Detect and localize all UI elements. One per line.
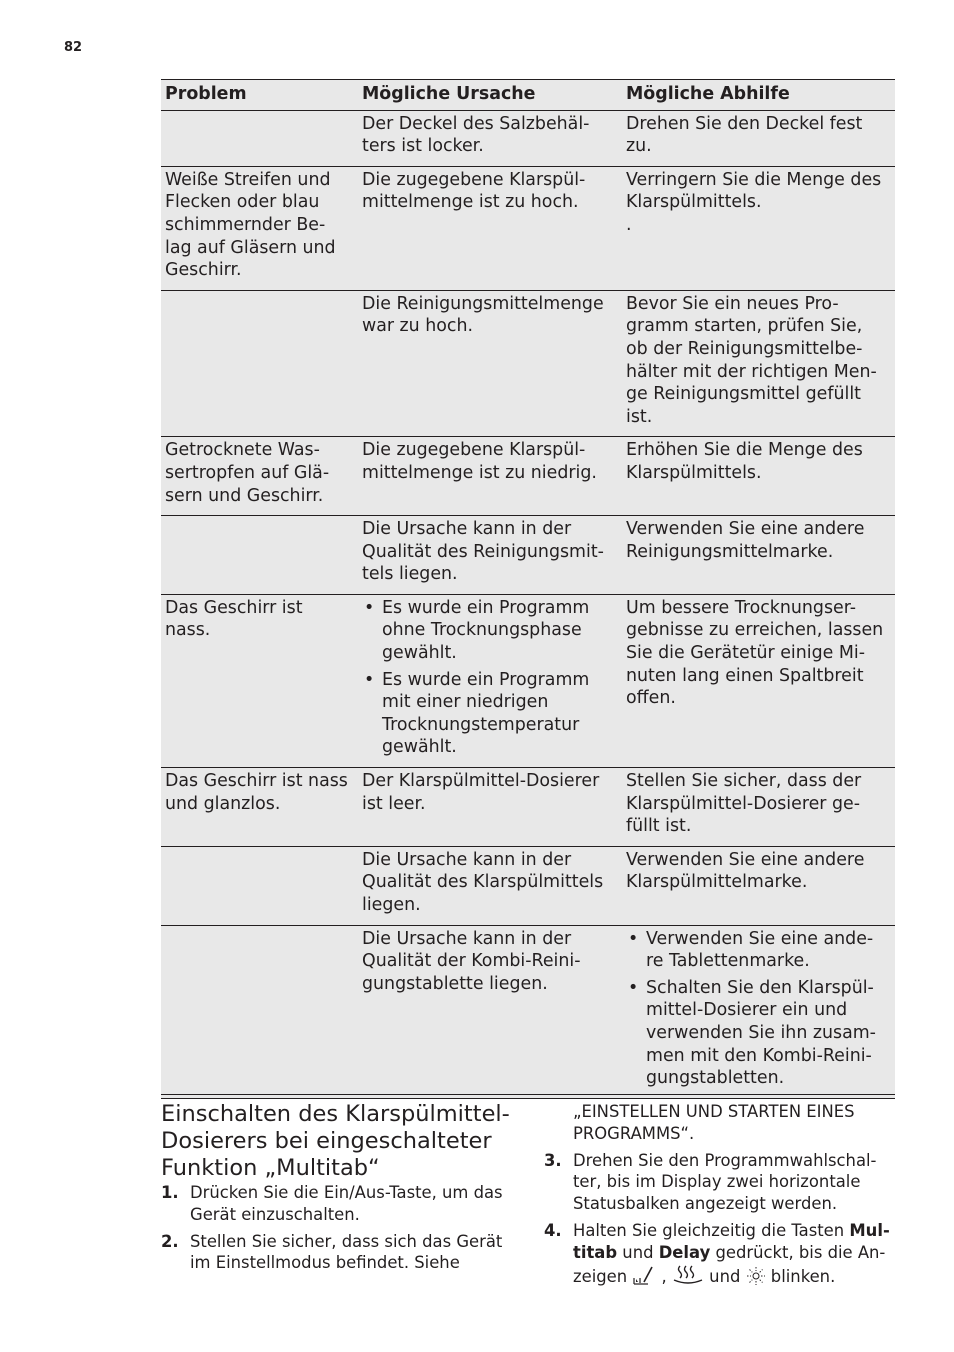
cell-abhilfe: Drehen Sie den Deckel fest zu.: [622, 110, 895, 166]
list-item: • Schalten Sie den Klarspül-mittel-Dosierer ein und verwenden Sie ihn zusam-men mit den Kombi-Reini-gungstabletten.: [626, 977, 887, 1090]
cell-problem: [161, 846, 358, 925]
cell-ursache: Der Klarspülmittel-Dosierer ist leer.: [358, 768, 622, 847]
step-2-continuation: „EINSTELLEN UND STARTEN EINES PROGRAMMS“.: [573, 1102, 855, 1143]
section-left-column: [161, 1095, 521, 1279]
table-row: [161, 166, 895, 290]
cell-ursache: Die zugegebene Klarspül-mittelmenge ist zu hoch.: [358, 166, 622, 290]
cell-ursache: Die Ursache kann in der Qualität der Kombi-Reini-gungstablette liegen.: [358, 925, 622, 1098]
step-number: 4.: [544, 1220, 562, 1240]
page-number: 82: [64, 40, 83, 55]
step-text: Drehen Sie den Programmwahlschal-ter, bis im Display zwei horizontale Statusbalken angezeigt werden.: [573, 1150, 877, 1214]
header-abhilfe: Mögliche Abhilfe: [622, 80, 895, 111]
cell-ursache: [358, 594, 622, 767]
list-item: • Verwenden Sie eine ande-re Tablettenmarke.: [626, 928, 887, 973]
section-right-column: [544, 1095, 895, 1296]
step-text: Stellen Sie sicher, dass sich das Gerät im Einstellmodus befindet. Siehe: [190, 1231, 503, 1273]
cell-abhilfe: [622, 925, 895, 1098]
table-row: [161, 925, 895, 1098]
step-item: [161, 1231, 521, 1275]
list-item: • Es wurde ein Programm mit einer niedrigen Trocknungstemperatur gewählt.: [362, 669, 614, 759]
separator-und: und: [703, 1266, 746, 1286]
step-text-d: blinken.: [765, 1266, 836, 1286]
table-row: [161, 516, 895, 595]
cell-abhilfe: Erhöhen Sie die Menge des Klarspülmittels.: [622, 437, 895, 516]
cell-abhilfe: Bevor Sie ein neues Pro-gramm starten, prüfen Sie, ob der Reinigungsmittelbe-hälter mit der richtigen Men-ge Reinigungsmittel gefüllt ist.: [622, 290, 895, 437]
cell-problem: [161, 110, 358, 166]
cell-abhilfe: Stellen Sie sicher, dass der Klarspülmittel-Dosierer ge-füllt ist.: [622, 768, 895, 847]
cell-abhilfe: [622, 166, 895, 290]
table-header-row: [161, 80, 895, 111]
header-ursache: Mögliche Ursache: [358, 80, 622, 111]
separator-comma: ,: [656, 1266, 672, 1286]
sun-icon: [746, 1266, 766, 1292]
step-item: [161, 1182, 521, 1226]
cell-problem: Das Geschirr ist nass.: [161, 594, 358, 767]
troubleshooting-table: [161, 79, 895, 1099]
step-text-c: gedrückt, bis die An-zeigen: [573, 1242, 886, 1286]
table-row: [161, 110, 895, 166]
steps-list: [161, 1182, 521, 1274]
multitab-key-label: Mul-titab: [573, 1220, 890, 1262]
cell-abhilfe: Verwenden Sie eine andere Klarspülmittelmarke.: [622, 846, 895, 925]
cell-abhilfe-text: Verringern Sie die Menge des Klarspülmittels.: [626, 169, 882, 213]
table-row: [161, 594, 895, 767]
cell-problem: [161, 516, 358, 595]
cell-abhilfe: Verwenden Sie eine andere Reinigungsmittelmarke.: [622, 516, 895, 595]
cell-abhilfe: Um bessere Trocknungser-gebnisse zu erreichen, lassen Sie die Gerätetür einige Mi-nuten lang einen Spaltbreit offen.: [622, 594, 895, 767]
step-number: 1.: [161, 1183, 179, 1202]
list-item: • Es wurde ein Programm ohne Trocknungsphase gewählt.: [362, 597, 614, 665]
cell-problem: Getrocknete Was-sertropfen auf Glä-sern und Geschirr.: [161, 437, 358, 516]
table-row: [161, 846, 895, 925]
drying-icon: [672, 1264, 704, 1292]
step-number: 2.: [161, 1231, 179, 1251]
bullet-list: [362, 597, 614, 759]
cell-problem: [161, 925, 358, 1098]
header-problem: Problem: [161, 80, 358, 111]
table-row: [161, 768, 895, 847]
section-heading: Einschalten des Klarspülmittel-Dosierers bei eingeschalteter Funktion „Multitab“: [161, 1101, 510, 1181]
cell-ursache: Der Deckel des Salzbehäl-ters ist locker.: [358, 110, 622, 166]
cell-ursache: Die Reinigungsmittelmenge war zu hoch.: [358, 290, 622, 437]
table-row: [161, 437, 895, 516]
cell-ursache: Die Ursache kann in der Qualität des Reinigungsmit-tels liegen.: [358, 516, 622, 595]
rinse-aid-icon: [632, 1264, 656, 1292]
multitab-section: [161, 1094, 895, 1286]
cell-ursache: Die Ursache kann in der Qualität des Klarspülmittels liegen.: [358, 846, 622, 925]
step-text: Drücken Sie die Ein/Aus-Taste, um das Gerät einzuschalten.: [190, 1183, 503, 1224]
delay-key-label: Delay: [658, 1242, 711, 1262]
step-number: 3.: [544, 1150, 562, 1170]
cell-problem: Das Geschirr ist nass und glanzlos.: [161, 768, 358, 847]
cell-abhilfe-dot: .: [626, 214, 632, 235]
table-row: [161, 290, 895, 437]
step-item: [544, 1150, 895, 1215]
cell-problem: [161, 290, 358, 437]
bullet-list: [626, 928, 887, 1090]
cell-problem: Weiße Streifen und Flecken oder blau schimmernder Be-lag auf Gläsern und Geschirr.: [161, 166, 358, 290]
steps-list: [544, 1150, 895, 1292]
step-text-a: Halten Sie gleichzeitig die Tasten: [573, 1220, 850, 1240]
step-item: [544, 1220, 895, 1291]
cell-ursache: Die zugegebene Klarspül-mittelmenge ist zu niedrig.: [358, 437, 622, 516]
step-text-b: und: [617, 1242, 659, 1262]
